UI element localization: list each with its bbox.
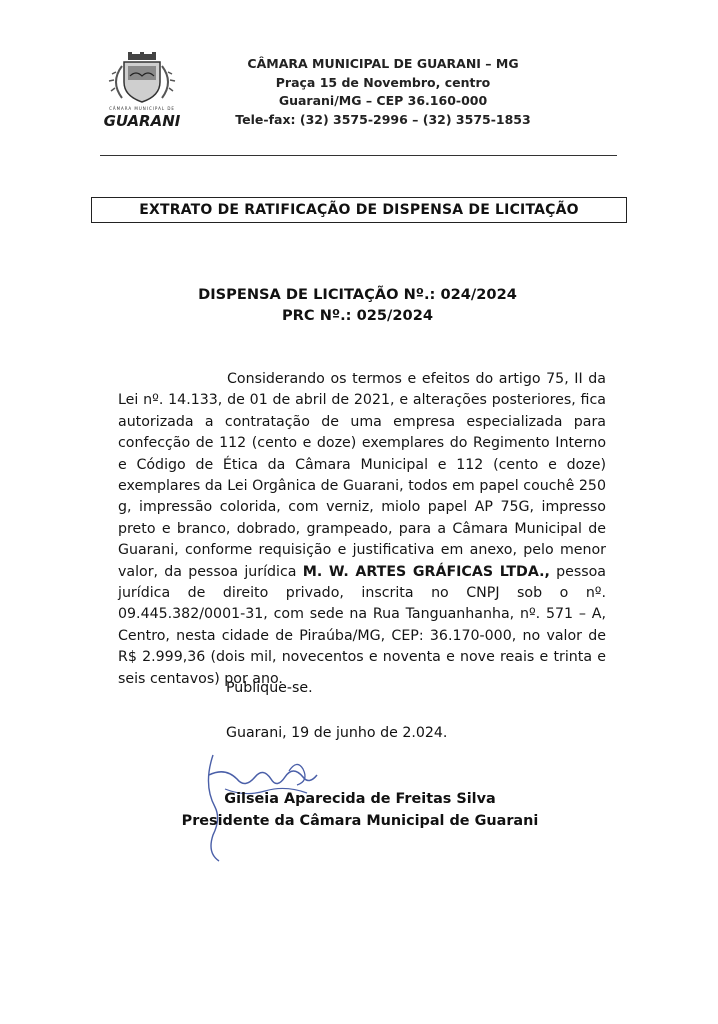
signatory-name: Gilseia Aparecida de Freitas Silva [224, 791, 496, 807]
org-line-name: CÂMARA MUNICIPAL DE GUARANI – MG [247, 56, 519, 71]
signatory-role: Presidente da Câmara Municipal de Guarani [181, 813, 539, 829]
body-text-part-2: pessoa jurídica de direito privado, inscrita no CNPJ sob o nº. 09.445.382/0001-31, com sede na Rua Tanguanhanha, nº. 571 – A, Centro, nesta cidade de Piraúba/MG, CEP: 36.170-000, no valor de R$ 2.999,36 (dois mil, novecentos e noventa e nove reais e trinta e seis centavos) por ano. [118, 563, 606, 687]
body-text-part-1: Considerando os termos e efeitos do artigo 75, II da Lei nº. 14.133, de 01 de abril de 2021, e alterações posteriores, fica autorizada a contratação de uma empresa especializada para confecção de 112 (cento e doze) exemplares do Regimento Interno e Código de Ética da Câmara Municipal e 112 (cento e doze) exemplares da Lei Orgânica de Guarani, todos em papel couchê 250 g, impressão colorida, com verniz, miolo papel AP 75G, impresso preto e branco, dobrado, grampeado, para a Câmara Municipal de Guarani, conforme requisição e justificativa em anexo, pelo menor valor, da pessoa jurídica [118, 371, 606, 580]
header-divider [100, 155, 617, 156]
coat-of-arms-logo [100, 52, 184, 132]
prc-number: PRC Nº.: 025/2024 [281, 307, 434, 324]
reference-numbers [100, 284, 615, 326]
document-title: EXTRATO DE RATIFICAÇÃO DE DISPENSA DE LICITAÇÃO [91, 197, 627, 223]
signatory-block [160, 788, 560, 832]
org-line-city: Guarani/MG – CEP 36.160-000 [278, 93, 488, 108]
logo-subtext: CÂMARA MUNICIPAL DE [109, 106, 175, 111]
org-line-address: Praça 15 de Novembro, centro [275, 74, 491, 90]
logo-text: GUARANI [103, 112, 181, 130]
company-name: M. W. ARTES GRÁFICAS LTDA., [302, 563, 550, 580]
publish-notice: Publique-se. [226, 680, 313, 696]
place-and-date: Guarani, 19 de junho de 2.024. [226, 725, 448, 741]
org-line-phone: Tele-fax: (32) 3575-2996 – (32) 3575-1853 [235, 111, 531, 127]
organization-header [218, 55, 548, 129]
body-paragraph [118, 369, 606, 690]
dispensa-number: DISPENSA DE LICITAÇÃO Nº.: 024/2024 [198, 286, 517, 303]
